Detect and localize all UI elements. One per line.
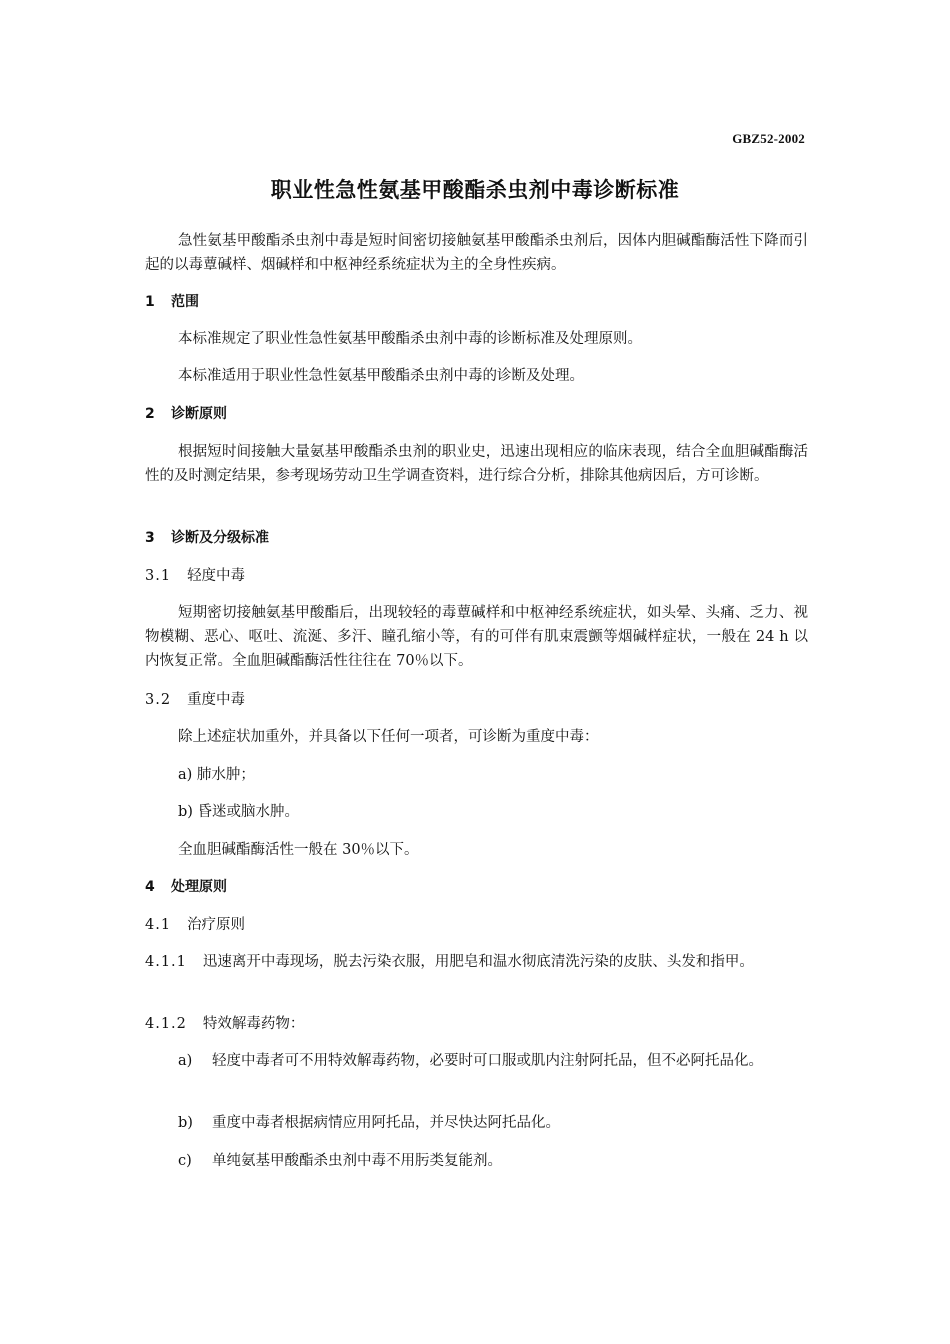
section-1-paragraph-2: 本标准适用于职业性急性氨基甲酸酯杀虫剂中毒的诊断及处理。 <box>178 368 584 384</box>
section-3-2-number: 3.2 <box>145 692 172 708</box>
section-3-2-item-b: b) 昏迷或脑水肿。 <box>178 804 300 820</box>
section-2-heading <box>145 402 227 426</box>
section-3-2-item-a: a) 肺水肿； <box>178 767 255 783</box>
section-4-1-2-heading <box>145 1012 808 1036</box>
section-4-1-1-paragraph <box>145 950 808 974</box>
section-4-1-number: 4.1 <box>145 917 172 933</box>
document-title: 职业性急性氨基甲酸酯杀虫剂中毒诊断标准 <box>270 178 680 202</box>
section-4-title: 处理原则 <box>171 879 227 895</box>
list-item-mark: a) <box>178 1053 193 1069</box>
list-item-text: 轻度中毒者可不用特效解毒药物，必要时可口服或肌内注射阿托品，但不必阿托品化。 <box>212 1053 763 1069</box>
section-1-heading <box>145 290 199 314</box>
list-item-text: 单纯氨基甲酸酯杀虫剂中毒不用肟类复能剂。 <box>212 1153 502 1169</box>
section-2-paragraph: 根据短时间接触大量氨基甲酸酯杀虫剂的职业史，迅速出现相应的临床表现，结合全血胆碱酯酶活性的及时测定结果，参考现场劳动卫生学调查资料，进行综合分析，排除其他病因后，方可诊断。 <box>145 444 808 484</box>
section-4-1-1-number: 4.1.1 <box>145 954 187 970</box>
section-1-number: 1 <box>145 294 155 310</box>
section-4-1-2-number: 4.1.2 <box>145 1016 187 1032</box>
list-item <box>178 1111 808 1135</box>
section-3-1-paragraph: 短期密切接触氨基甲酸酯后，出现较轻的毒蕈碱样和中枢神经系统症状，如头晕、头痛、乏力、视物模糊、恶心、呕吐、流涎、多汗、瞳孔缩小等，有的可伴有肌束震颤等烟碱样症状，一般在 24 h 以内恢复正常。全血胆碱酯酶活性往往在 70％以下。 <box>145 605 808 669</box>
section-3-2-paragraph-1: 除上述症状加重外，并具备以下任何一项者，可诊断为重度中毒： <box>178 729 599 745</box>
section-3-title: 诊断及分级标准 <box>171 530 269 546</box>
section-3-heading <box>145 526 269 550</box>
list-item <box>178 1149 808 1173</box>
section-3-1-title: 轻度中毒 <box>187 568 246 584</box>
section-4-heading <box>145 875 227 899</box>
section-3-1-heading <box>145 564 808 588</box>
intro-paragraph: 急性氨基甲酸酯杀虫剂中毒是短时间密切接触氨基甲酸酯杀虫剂后，因体内胆碱酯酶活性下降而引起的以毒蕈碱样、烟碱样和中枢神经系统症状为主的全身性疾病。 <box>145 233 808 273</box>
section-2-title: 诊断原则 <box>171 406 227 422</box>
list-item-text: 重度中毒者根据病情应用阿托品，并尽快达阿托品化。 <box>212 1115 560 1131</box>
section-3-2-paragraph-2: 全血胆碱酯酶活性一般在 30％以下。 <box>178 842 419 858</box>
section-2-number: 2 <box>145 406 155 422</box>
section-4-1-heading <box>145 913 808 937</box>
section-4-number: 4 <box>145 879 155 895</box>
standard-code: GBZ52-2002 <box>732 131 805 146</box>
list-item <box>178 1049 808 1073</box>
section-1-title: 范围 <box>171 294 199 310</box>
section-3-1-number: 3.1 <box>145 568 172 584</box>
section-3-2-heading <box>145 688 808 712</box>
list-item-mark: b) <box>178 1115 193 1131</box>
section-4-1-2-text: 特效解毒药物： <box>202 1016 305 1032</box>
section-3-2-title: 重度中毒 <box>187 692 246 708</box>
list-item-mark: c) <box>178 1153 192 1169</box>
section-3-number: 3 <box>145 530 155 546</box>
section-4-1-1-text: 迅速离开中毒现场，脱去污染衣服，用肥皂和温水彻底清洗污染的皮肤、头发和指甲。 <box>202 954 754 970</box>
section-4-1-title: 治疗原则 <box>187 917 246 933</box>
section-1-paragraph-1: 本标准规定了职业性急性氨基甲酸酯杀虫剂中毒的诊断标准及处理原则。 <box>178 331 642 347</box>
